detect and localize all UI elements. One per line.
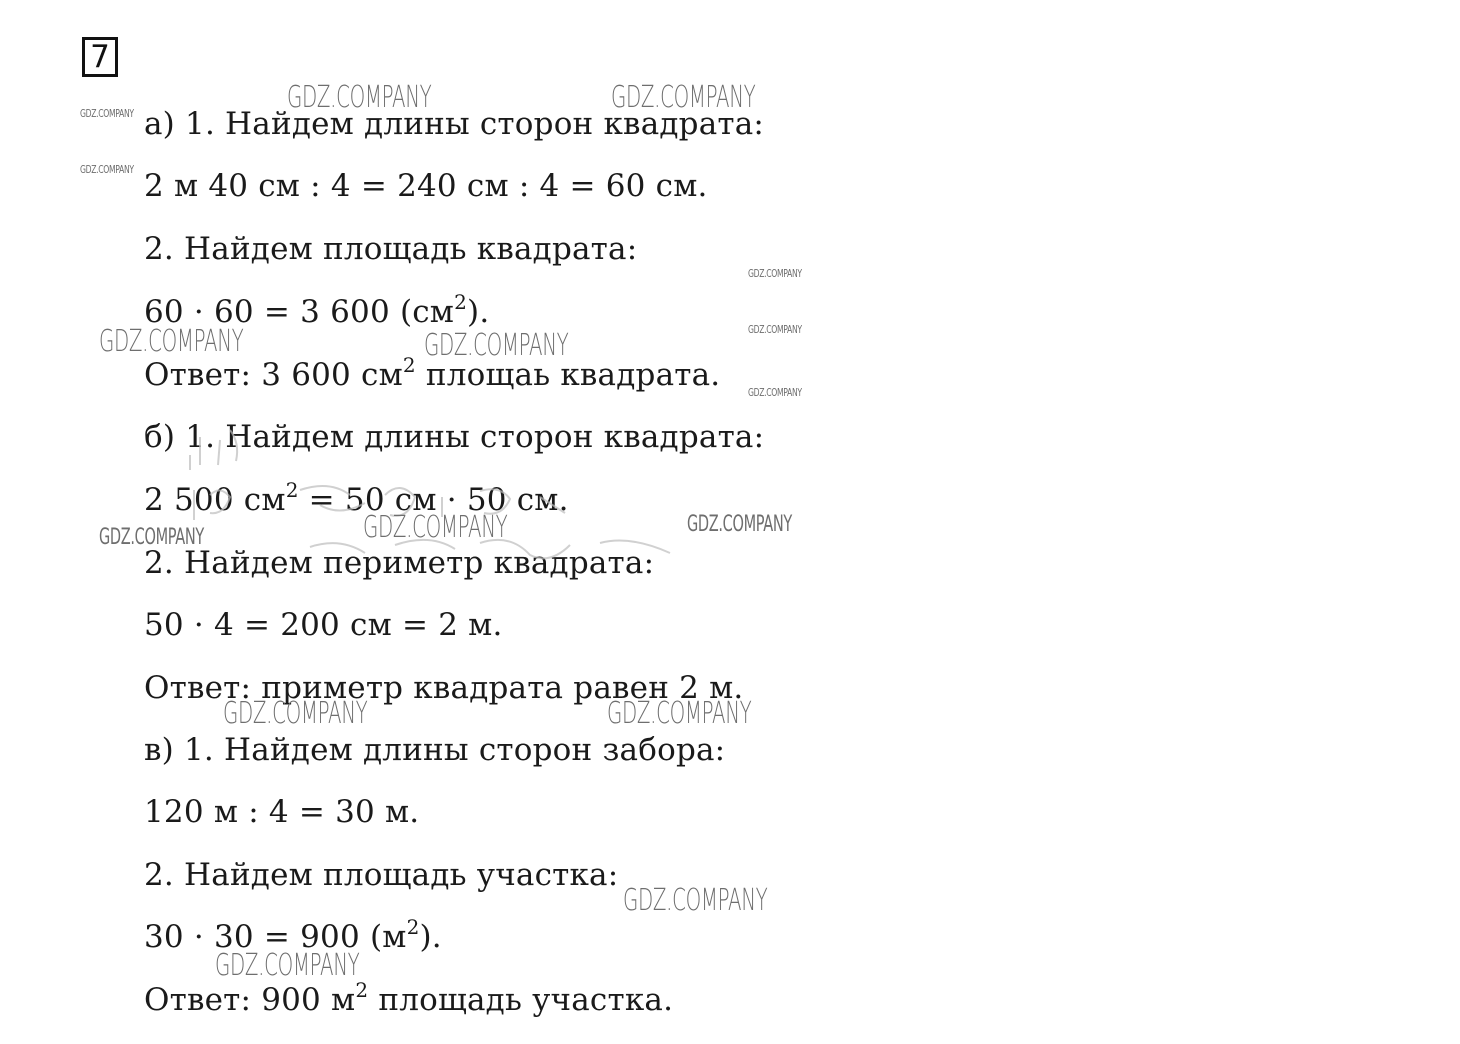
watermark: GDZ.COMPANY <box>623 883 768 918</box>
watermark: GDZ.COMPANY <box>611 80 756 115</box>
watermark: GDZ.COMPANY <box>748 386 802 399</box>
line-6: б) 1. Найдем длины сторон квадрата: <box>144 419 765 455</box>
watermark: GDZ.COMPANY <box>687 512 792 537</box>
watermark: GDZ.COMPANY <box>287 80 432 115</box>
line-14: 30 · 30 = 900 $(м^2)$. <box>144 915 442 955</box>
line-11: в) 1. Найдем длины сторон забора: <box>144 732 726 768</box>
line-12: 120 м : 4 = 30 м. <box>144 794 420 830</box>
line-7: 2 500 $см^2 = 50$ см · 50 см. <box>144 478 569 518</box>
watermark: GDZ.COMPANY <box>99 525 204 550</box>
line-3: 2. Найдем площадь квадрата: <box>144 231 638 267</box>
watermark: GDZ.COMPANY <box>607 696 752 731</box>
watermark: GDZ.COMPANY <box>748 323 802 336</box>
watermark: GDZ.COMPANY <box>80 107 134 120</box>
line-1: а) 1. Найдем длины сторон квадрата: <box>144 106 765 142</box>
line-2: 2 м 40 см : 4 = 240 см : 4 = 60 см. <box>144 168 708 204</box>
line-5: Ответ: 3 600 $см^2$ площаь квадрата. <box>144 353 721 393</box>
watermark: GDZ.COMPANY <box>363 510 508 545</box>
line-4: 60 · 60 = 3 600 $(см^2)$. <box>144 290 490 330</box>
watermark: GDZ.COMPANY <box>223 696 368 731</box>
watermark: GDZ.COMPANY <box>424 328 569 363</box>
watermark: GDZ.COMPANY <box>215 948 360 983</box>
watermark: GDZ.COMPANY <box>80 163 134 176</box>
watermark: GDZ.COMPANY <box>748 267 802 280</box>
line-8: 2. Найдем периметр квадрата: <box>144 545 655 581</box>
line-9: 50 · 4 = 200 см = 2 м. <box>144 607 503 643</box>
task-number-badge: 7 <box>82 37 118 77</box>
watermark: GDZ.COMPANY <box>99 324 244 359</box>
line-13: 2. Найдем площадь участка: <box>144 857 619 893</box>
line-10: Ответ: приметр квадрата равен 2 м. <box>144 670 744 706</box>
line-15: Ответ: 900 $м^2$ площадь участка. <box>144 978 674 1018</box>
